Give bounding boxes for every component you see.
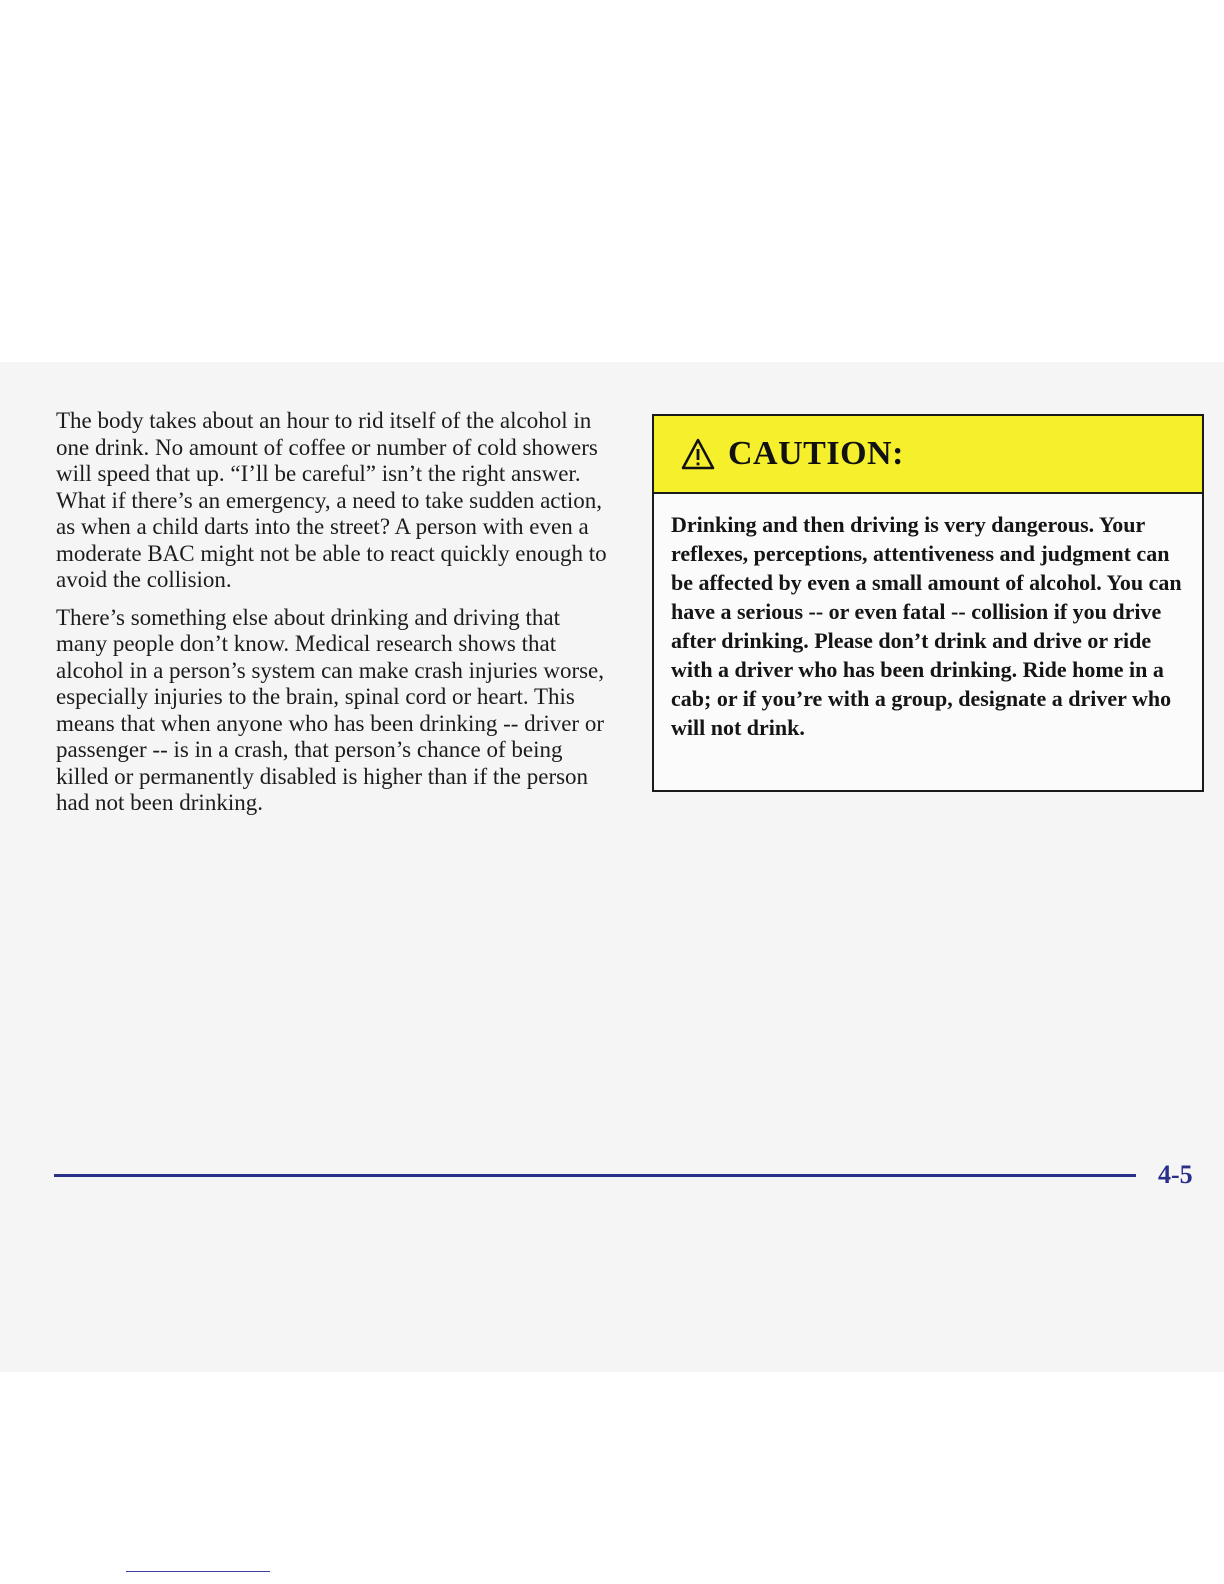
caution-title: CAUTION: bbox=[728, 435, 904, 472]
body-paragraph-2: There’s something else about drinking and driving that many people don’t know. Medical research shows that alcohol in a person’s system can make crash injuries worse, especially injuries to the brain, spinal cord or heart. This means that when anyone who has been drinking -- driver or passenger -- is in a crash, that person’s chance of being killed or permanently disabled is higher than if the person had not been drinking. bbox=[56, 604, 605, 815]
body-text-column bbox=[56, 408, 608, 828]
warning-triangle-icon bbox=[680, 437, 716, 471]
caution-text: Drinking and then driving is very dangerous. Your reflexes, perceptions, attentiveness and judgment can be affected by even a small amount of alcohol. You can have a serious -- or even fatal -- collision if you drive after drinking. Please don’t drink and drive or ride with a driver who has been drinking. Ride home in a cab; or if you’re with a group, designate a driver who will not drink. bbox=[671, 512, 1182, 740]
bottom-link-underline bbox=[126, 1571, 270, 1572]
page-number: 4-5 bbox=[1158, 1160, 1193, 1189]
footer-rule bbox=[54, 1174, 1136, 1177]
caution-box bbox=[652, 414, 1204, 792]
caution-header bbox=[654, 416, 1202, 494]
body-paragraph-1: The body takes about an hour to rid itself of the alcohol in one drink. No amount of coffee or number of cold showers will speed that up. “I’ll be careful” isn’t the right answer. What if there’s an emergency, a need to take sudden action, as when a child darts into the street? A person with even a moderate BAC might not be able to react quickly enough to avoid the collision. bbox=[56, 408, 607, 592]
